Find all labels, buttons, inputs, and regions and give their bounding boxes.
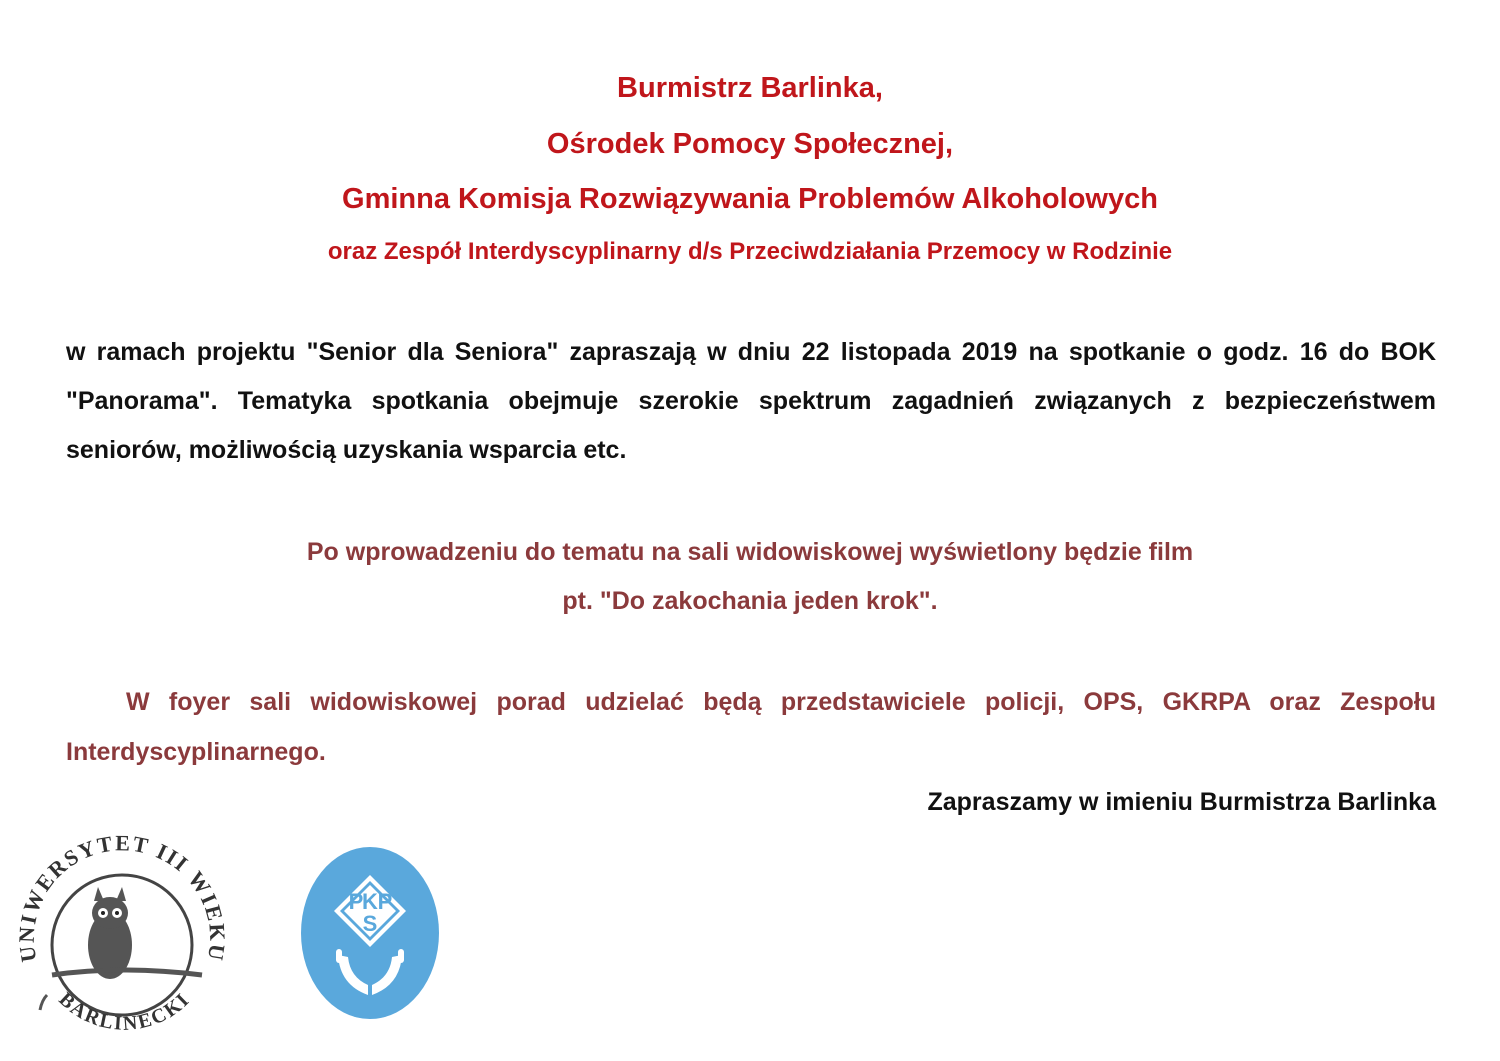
header-line-interdisciplinary-team: oraz Zespół Interdyscyplinarny d/s Przeciwdziałania Przemocy w Rodzinie — [327, 238, 1173, 265]
u3w-arc-top-text: UNIWERSYTET III WIEKU — [13, 830, 231, 964]
pksp-letter-s: S — [362, 911, 378, 936]
closing-signature: Zapraszamy w imieniu Burmistrza Barlinka — [927, 788, 1436, 816]
u3w-logo-graphic — [12, 825, 232, 1055]
header-line-alcohol-commission: Gminna Komisja Rozwiązywania Problemów Alkoholowych — [342, 183, 1158, 215]
branch-icon — [52, 970, 202, 975]
pksp-letter-p2: P — [377, 889, 393, 914]
pksp-letter-k: K — [362, 889, 378, 914]
film-line-1: Po wprowadzeniu do tematu na sali widowiskowej wyświetlony będzie film — [306, 538, 1194, 566]
film-announcement — [0, 528, 1500, 626]
owl-icon — [88, 887, 132, 979]
header-line-mayor: Burmistrz Barlinka, — [617, 72, 883, 104]
pksp-logo — [298, 845, 443, 1021]
experts-paragraph: W foyer sali widowiskowej porad udzielać będą przedstawiciele policji, OPS, GKRPA oraz Zespołu Interdyscyplinarnego. — [66, 688, 1436, 766]
pksp-letter-p1: P — [348, 889, 364, 914]
u3w-logo — [12, 825, 232, 1055]
film-line-2: pt. "Do zakochania jeden krok". — [562, 587, 938, 615]
u3w-arc-bottom-text: BARLINECKI — [54, 988, 195, 1036]
pksp-logo-graphic — [298, 845, 443, 1021]
invitation-paragraph: w ramach projektu "Senior dla Seniora" zapraszają w dniu 22 listopada 2019 na spotkanie o godz. 16 do BOK "Panorama". Tematyka spotkania obejmuje szerokie spektrum zagadnień związanych z bezpieczeństwem seniorów, możliwością uzyskania wsparcia etc. — [66, 338, 1436, 464]
header-line-social-center: Ośrodek Pomocy Społecznej, — [546, 128, 954, 160]
